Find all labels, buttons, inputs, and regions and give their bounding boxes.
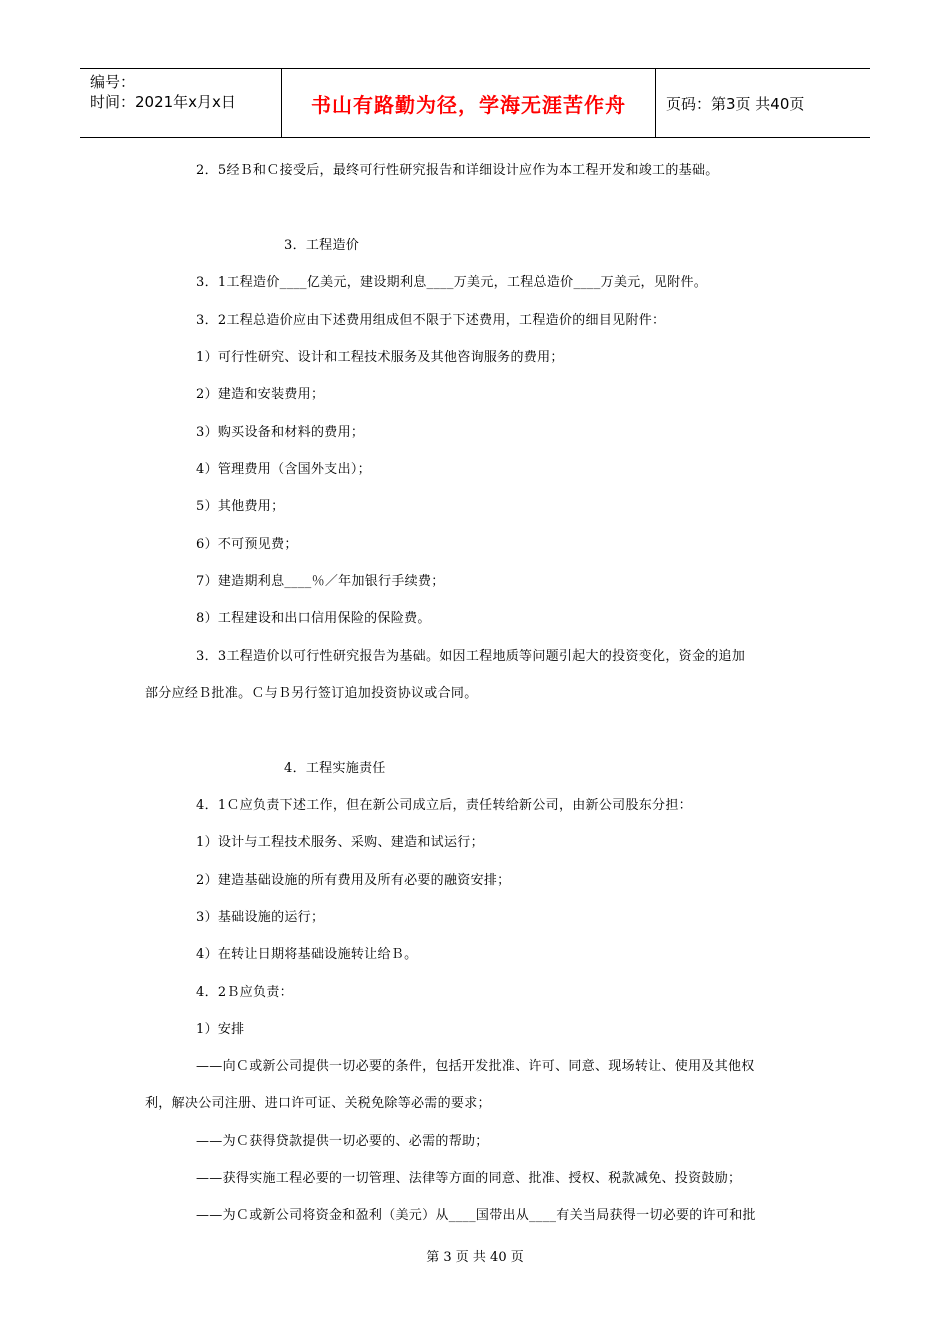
header-meta <box>80 69 282 137</box>
page-header <box>80 68 870 138</box>
paragraph-line: 3．1工程造价____亿美元，建设期利息____万美元，工程总造价____万美元，见附件。 <box>196 275 708 290</box>
paragraph-line: 3．2工程总造价应由下述费用组成但不限于下述费用，工程造价的细目见附件： <box>196 313 666 328</box>
list-item: 5）其他费用； <box>196 499 285 514</box>
paragraph-line: 3．3工程造价以可行性研究报告为基础。如因工程地质等问题引起大的投资变化，资金的追加 <box>196 649 746 664</box>
list-item: 3）基础设施的运行； <box>196 910 325 925</box>
header-motto: 书山有路勤为径，学海无涯苦作舟 <box>282 69 656 137</box>
list-item: 3）购买设备和材料的费用； <box>196 425 365 440</box>
document-time-label: 时间：2021年x月x日 <box>90 93 236 111</box>
document-number-label: 编号： <box>90 73 136 91</box>
list-item: 2）建造和安装费用； <box>196 387 325 402</box>
paragraph-line: ——为Ｃ获得贷款提供一切必要的、必需的帮助； <box>196 1134 489 1149</box>
page-footer: 第 3 页 共 40 页 <box>426 1250 524 1265</box>
list-item: 2）建造基础设施的所有费用及所有必要的融资安排； <box>196 873 511 888</box>
paragraph-line: 4．2Ｂ应负责： <box>196 985 293 1000</box>
list-item: 8）工程建设和出口信用保险的保险费。 <box>196 611 431 626</box>
paragraph-line: ——向Ｃ或新公司提供一切必要的条件，包括开发批准、许可、同意、现场转让、使用及其他权 <box>196 1059 755 1074</box>
list-item: 7）建造期利息____％／年加银行手续费； <box>196 574 445 589</box>
list-item: 1）可行性研究、设计和工程技术服务及其他咨询服务的费用； <box>196 350 564 365</box>
paragraph-line: 部分应经Ｂ批准。Ｃ与Ｂ另行签订追加投资协议或合同。 <box>145 686 478 701</box>
paragraph-line: 4．1Ｃ应负责下述工作，但在新公司成立后，责任转给新公司，由新公司股东分担： <box>196 798 692 813</box>
list-item: 4）管理费用（含国外支出）； <box>196 462 371 477</box>
header-page-number: 页码：第3页 共40页 <box>666 94 805 113</box>
section-heading: 3．工程造价 <box>284 238 360 253</box>
paragraph-line: 利，解决公司注册、进口许可证、关税免除等必需的要求； <box>145 1096 491 1111</box>
section-heading: 4．工程实施责任 <box>284 761 386 776</box>
paragraph-line: ——获得实施工程必要的一切管理、法律等方面的同意、批准、授权、税款减免、投资鼓励； <box>196 1171 742 1186</box>
list-item: 1）设计与工程技术服务、采购、建造和试运行； <box>196 835 484 850</box>
paragraph-line: ——为Ｃ或新公司将资金和盈利（美元）从____国带出从____有关当局获得一切必要的许可和批 <box>196 1208 756 1223</box>
list-item: 6）不可预见费； <box>196 537 298 552</box>
paragraph-line: 2．5经Ｂ和Ｃ接受后，最终可行性研究报告和详细设计应作为本工程开发和竣工的基础。 <box>196 163 719 178</box>
list-item: 4）在转让日期将基础设施转让给Ｂ。 <box>196 947 418 962</box>
list-item: 1）安排 <box>196 1022 245 1037</box>
